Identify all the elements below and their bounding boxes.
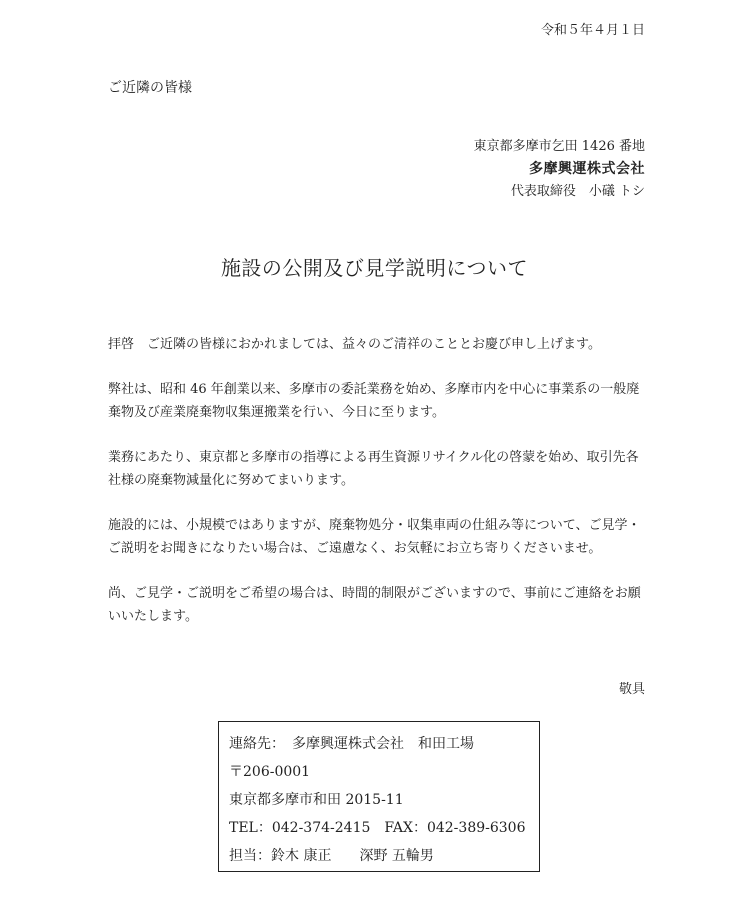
sender-representative: 代表取締役 小礒 トシ bbox=[510, 184, 645, 199]
paragraph-line: 棄物及び産業廃棄物収集運搬業を行い、今日に至ります。 bbox=[108, 405, 445, 420]
paragraph-line: 業務にあたり、東京都と多摩市の指導による再生資源リサイクル化の啓蒙を始め、取引先各 bbox=[108, 450, 639, 465]
contact-company: 連絡先： 多摩興運株式会社 和田工場 bbox=[229, 736, 474, 752]
letter-closing: 敬具 bbox=[618, 682, 645, 697]
contact-persons: 担当：鈴木 康正 深野 五輪男 bbox=[229, 848, 434, 864]
paragraph-line: 弊社は、昭和 46 年創業以来、多摩市の委託業務を始め、多摩市内を中心に事業系の一般廃 bbox=[108, 382, 640, 397]
paragraph-line: 尚、ご見学・ご説明をご希望の場合は、時間的制限がございますので、事前にご連絡をお願 bbox=[108, 586, 641, 601]
paragraph-line: 施設的には、小規模ではありますが、廃棄物処分・収集車両の仕組み等について、ご見学・ bbox=[108, 518, 641, 533]
paragraph-greeting bbox=[108, 333, 653, 356]
paragraph-company-history bbox=[108, 378, 653, 424]
paragraph-business bbox=[108, 446, 653, 492]
addressee: ご近隣の皆様 bbox=[108, 80, 192, 96]
letter-date: 令和５年４月１日 bbox=[540, 23, 645, 38]
contact-phone-fax: TEL：042-374-2415 FAX：042-389-6306 bbox=[229, 820, 526, 836]
paragraph-line: ご説明をお聞きになりたい場合は、ご遠慮なく、お気軽にお立ち寄りくださいませ。 bbox=[108, 541, 602, 556]
sender-address: 東京都多摩市乞田 1426 番地 bbox=[473, 139, 645, 154]
letter-title: 施設の公開及び見学説明について bbox=[220, 256, 529, 280]
paragraph-line: 拝啓 ご近隣の皆様におかれましては、益々のご清祥のこととお慶び申し上げます。 bbox=[108, 337, 601, 352]
contact-postal-code: 〒206-0001 bbox=[229, 764, 311, 780]
paragraph-facility bbox=[108, 514, 653, 560]
paragraph-line: 社様の廃棄物減量化に努めてまいります。 bbox=[108, 473, 354, 488]
paragraph-request bbox=[108, 582, 653, 628]
contact-address: 東京都多摩市和田 2015-11 bbox=[229, 792, 404, 808]
sender-company: 多摩興運株式会社 bbox=[529, 161, 645, 177]
contact-box bbox=[218, 721, 540, 872]
paragraph-line: いいたします。 bbox=[108, 609, 198, 624]
